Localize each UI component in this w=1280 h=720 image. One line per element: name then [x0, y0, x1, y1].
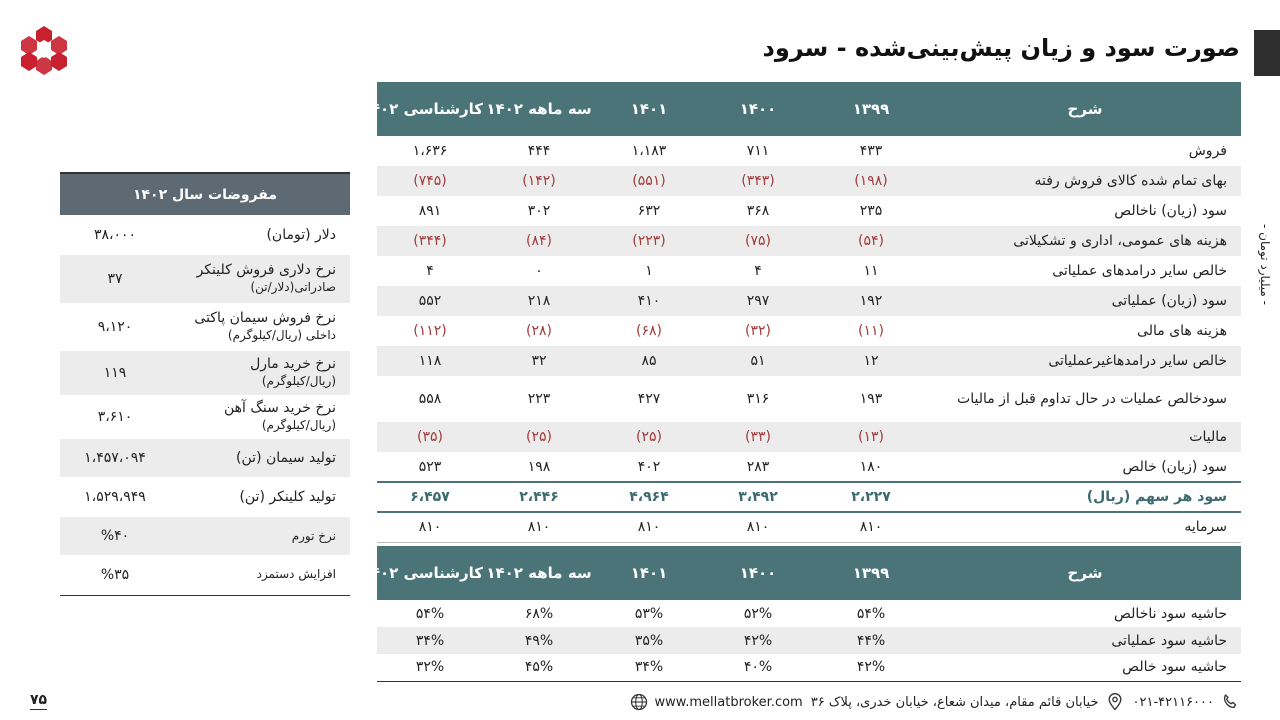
cell-value: (۲۸) — [526, 323, 552, 339]
cell-value: ۴۰۲ — [637, 458, 661, 475]
cell-value: ۴۴۴ — [527, 143, 551, 159]
row-label: سرمایه — [929, 512, 1241, 542]
assumptions-header: مفروضات سال ۱۴۰۲ — [60, 173, 350, 215]
cell-value: ۸۹۱ — [418, 203, 442, 219]
assumption-value: ۱،۴۵۷،۰۹۴ — [60, 439, 170, 477]
globe-icon — [629, 692, 649, 712]
table-row — [377, 600, 1241, 627]
row-label: بهای تمام شده کالای فروش رفته — [929, 166, 1241, 196]
assumption-row — [60, 439, 350, 477]
assumption-value: ۱۱۹ — [60, 351, 170, 395]
assumption-value: ۳۷ — [60, 255, 170, 303]
cell-value: ۴ — [426, 263, 434, 279]
cell-value: (۷۴۵) — [377, 166, 483, 196]
page-title: صورت سود و زیان پیش‌بینی‌شده - سرود — [762, 34, 1240, 62]
cell-value: ۲۸۳ — [746, 458, 770, 475]
row-label: سود (زیان) عملیاتی — [929, 286, 1241, 316]
assumption-title: نرخ خرید مارل — [250, 356, 336, 372]
assumption-title: دلار (تومان) — [266, 226, 336, 243]
header-period: کارشناسی ۱۴۰۲ — [377, 546, 483, 600]
footer-address — [811, 692, 1125, 712]
cell-value: (۳۴۳) — [703, 166, 813, 196]
row-label: هزینه های مالی — [1137, 323, 1227, 339]
table-row — [377, 256, 1241, 286]
cell-value: (۵۵۱) — [595, 166, 703, 196]
assumption-title: نرخ فروش سیمان پاکتی — [194, 310, 336, 326]
row-label: حاشیه سود عملیاتی — [929, 627, 1241, 654]
assumption-unit: (ریال/کیلوگرم) — [261, 374, 336, 388]
row-label: هزینه های عمومی، اداری و تشکیلاتی — [929, 226, 1241, 256]
cell-value: (۱۱۲) — [413, 323, 447, 339]
cell-value: ۱۸۰ — [859, 458, 883, 475]
assumption-row — [60, 351, 350, 395]
row-label: حاشیه سود ناخالص — [1114, 605, 1227, 622]
website-link[interactable]: www.mellatbroker.com — [654, 694, 803, 710]
cell-value: ۲،۴۴۶ — [483, 482, 595, 512]
cell-value: ۸۱۰ — [595, 512, 703, 542]
assumption-row — [60, 517, 350, 555]
cell-value: (۲۵) — [483, 422, 595, 452]
cell-value: ۴۴% — [813, 627, 929, 654]
footer-phone — [1133, 692, 1241, 712]
cell-value: ۵۳% — [634, 605, 664, 622]
cell-value: ۱۹۸ — [527, 458, 551, 475]
row-label: خالص سایر درامدهاغیرعملیاتی — [929, 346, 1241, 376]
cell-value: ۳۱۶ — [746, 391, 770, 407]
table-row — [377, 226, 1241, 256]
assumption-title: نرخ تورم — [291, 528, 336, 543]
cell-value: ۴۳۳ — [859, 143, 883, 159]
assumption-value: %۴۰ — [60, 517, 170, 555]
table-row — [377, 422, 1241, 452]
cell-value: (۳۵) — [377, 422, 483, 452]
assumption-label — [170, 303, 350, 351]
row-label: حاشیه سود خالص — [929, 654, 1241, 681]
row-label: سود هر سهم (ریال) — [929, 482, 1241, 512]
cell-value: ۵۲۳ — [418, 458, 442, 475]
table-row — [377, 346, 1241, 376]
header-period: سه ماهه ۱۴۰۲ — [483, 82, 595, 136]
cell-value: ۳۵% — [595, 627, 703, 654]
cell-value: ۶۸% — [524, 605, 554, 622]
table-row — [377, 136, 1241, 166]
cell-value: ۸۱۰ — [377, 512, 483, 542]
cell-value: ۵۵۸ — [418, 391, 442, 407]
cell-value: (۲۵) — [595, 422, 703, 452]
cell-value: ۱۹۲ — [813, 286, 929, 316]
cell-value: ۴۲% — [703, 627, 813, 654]
cell-value: ۶۳۲ — [637, 203, 661, 219]
cell-value: (۱۴۲) — [483, 166, 595, 196]
cell-value: ۱،۱۸۳ — [631, 143, 667, 159]
header-period: ۱۴۰۱ — [595, 82, 703, 136]
page-number: ۷۵ — [30, 692, 48, 708]
row-label: خالص سایر درامدهای عملیاتی — [1052, 263, 1227, 279]
header-period: ۱۴۰۰ — [703, 546, 813, 600]
cell-value: (۳۴۴) — [377, 226, 483, 256]
header-period: ۱۳۹۹ — [813, 546, 929, 600]
assumption-row — [60, 255, 350, 303]
cell-value: (۷۵) — [703, 226, 813, 256]
cell-value: ۴۱۰ — [595, 286, 703, 316]
assumption-label — [170, 255, 350, 303]
unit-note: - میلیارد تومان - — [1258, 223, 1272, 305]
header-period: ۱۴۰۰ — [703, 82, 813, 136]
table-row — [377, 286, 1241, 316]
assumption-label — [170, 351, 350, 395]
cell-value: ۲۱۸ — [483, 286, 595, 316]
cell-value: ۴۵% — [483, 654, 595, 681]
margins-table — [361, 546, 1241, 682]
cell-value: ۸۱۰ — [703, 512, 813, 542]
table-row — [377, 512, 1241, 542]
header-period: کارشناسی ۱۴۰۲ — [377, 82, 483, 136]
header-period: ۱۳۹۹ — [813, 82, 929, 136]
assumption-value: ۹،۱۲۰ — [97, 319, 133, 335]
assumption-label — [170, 439, 350, 477]
cell-value: ۴۲% — [813, 654, 929, 681]
cell-value: ۲۲۳ — [527, 391, 551, 407]
table-row — [377, 452, 1241, 482]
cell-value: ۲،۲۲۷ — [813, 482, 929, 512]
assumption-label — [170, 517, 350, 555]
assumption-row — [60, 303, 350, 351]
phone-icon — [1220, 692, 1240, 712]
assumption-label — [170, 555, 350, 595]
assumption-row — [60, 477, 350, 517]
table-row — [377, 316, 1241, 346]
cell-value: ۰ — [535, 263, 543, 279]
cell-value: (۶۸) — [636, 323, 662, 339]
cell-value: ۳،۴۹۲ — [703, 482, 813, 512]
table-header-row — [377, 546, 1241, 600]
cell-value: ۵۲% — [743, 605, 773, 622]
cell-value: ۲۳۵ — [859, 203, 883, 219]
cell-value: ۸۱۰ — [483, 512, 595, 542]
assumption-value: ۱،۵۲۹،۹۴۹ — [84, 489, 146, 505]
header-period: ۱۴۰۱ — [595, 546, 703, 600]
cell-value: ۳۲ — [483, 346, 595, 376]
row-label: سودخالص عملیات در حال تداوم قبل از مالیات — [957, 391, 1227, 407]
cell-value: (۱۹۸) — [813, 166, 929, 196]
header-description: شرح — [929, 82, 1241, 136]
cell-value: ۴۹% — [483, 627, 595, 654]
cell-value: ۸۵ — [595, 346, 703, 376]
cell-value: ۴۲۷ — [637, 391, 661, 407]
cell-value: ۵۴% — [856, 605, 886, 622]
cell-value: ۳۰۲ — [527, 203, 551, 219]
cell-value: ۸۱۰ — [813, 512, 929, 542]
assumption-title: نرخ دلاری فروش کلینکر — [196, 262, 336, 278]
assumptions-table — [60, 172, 350, 596]
assumption-label — [170, 395, 350, 439]
cell-value: ۵۱ — [703, 346, 813, 376]
cell-value: (۱۳) — [813, 422, 929, 452]
header-period: سه ماهه ۱۴۰۲ — [483, 546, 595, 600]
cell-value: ۱،۶۳۶ — [412, 143, 448, 159]
assumption-value: ۳۸،۰۰۰ — [93, 227, 137, 243]
assumption-row — [60, 555, 350, 595]
cell-value: ۵۴% — [415, 605, 445, 622]
cell-value: (۱۱) — [858, 323, 884, 339]
cell-value: ۱۹۳ — [859, 391, 883, 407]
cell-value: ۳۴% — [377, 627, 483, 654]
cell-value: ۱۱ — [863, 263, 879, 279]
assumption-value: ۳،۶۱۰ — [97, 409, 133, 425]
table-row — [377, 166, 1241, 196]
row-label: سود (زیان) ناخالص — [1114, 203, 1227, 219]
row-label: سود (زیان) خالص — [1122, 458, 1227, 475]
table-row — [377, 654, 1241, 681]
cell-value: (۸۴) — [483, 226, 595, 256]
row-label: مالیات — [929, 422, 1241, 452]
cell-value: ۶،۴۵۷ — [377, 482, 483, 512]
cell-value: ۳۴% — [595, 654, 703, 681]
assumption-unit: صادراتی(دلار/تن) — [250, 280, 336, 294]
cell-value: ۱۲ — [813, 346, 929, 376]
assumption-value: %۳۵ — [60, 555, 170, 595]
cell-value: ۴،۹۶۴ — [595, 482, 703, 512]
assumption-unit: داخلی (ریال/کیلوگرم) — [227, 328, 336, 342]
cell-value: ۵۵۲ — [377, 286, 483, 316]
assumption-title: تولید کلینکر (تن) — [239, 488, 336, 505]
row-label: فروش — [1188, 143, 1227, 159]
cell-value: (۳۳) — [703, 422, 813, 452]
cell-value: ۲۹۷ — [703, 286, 813, 316]
cell-value: ۴ — [754, 263, 762, 279]
cell-value: (۵۴) — [813, 226, 929, 256]
income-statement-table — [361, 82, 1241, 543]
assumption-label — [170, 215, 350, 255]
footer — [629, 692, 1240, 712]
cell-value: ۳۶۸ — [746, 203, 770, 219]
table-row — [377, 627, 1241, 654]
table-row — [377, 376, 1241, 422]
company-logo — [18, 24, 70, 76]
cell-value: (۲۲۳) — [595, 226, 703, 256]
table-row — [377, 482, 1241, 512]
assumption-row — [60, 395, 350, 439]
location-icon — [1105, 692, 1125, 712]
address-text: خیابان قائم مقام، میدان شعاع، خیابان خدری، پلاک ۳۶ — [810, 694, 1099, 710]
assumption-row — [60, 215, 350, 255]
footer-website[interactable] — [629, 692, 803, 712]
assumption-unit: (ریال/کیلوگرم) — [261, 418, 336, 432]
phone-number: ۰۲۱-۴۲۱۱۶۰۰۰ — [1132, 694, 1214, 710]
cell-value: ۴۰% — [703, 654, 813, 681]
assumption-title: افزایش دستمزد — [256, 567, 336, 582]
assumption-title: نرخ خرید سنگ آهن — [223, 400, 336, 416]
cell-value: ۷۱۱ — [746, 143, 770, 159]
cell-value: ۱۱۸ — [377, 346, 483, 376]
cell-value: (۳۲) — [745, 323, 771, 339]
title-accent-bar — [1254, 30, 1280, 76]
assumption-title: تولید سیمان (تن) — [236, 449, 336, 466]
table-header-row — [377, 82, 1241, 136]
header-description: شرح — [929, 546, 1241, 600]
cell-value: ۱ — [645, 263, 653, 279]
table-row — [377, 196, 1241, 226]
cell-value: ۳۲% — [377, 654, 483, 681]
assumption-label — [170, 477, 350, 517]
